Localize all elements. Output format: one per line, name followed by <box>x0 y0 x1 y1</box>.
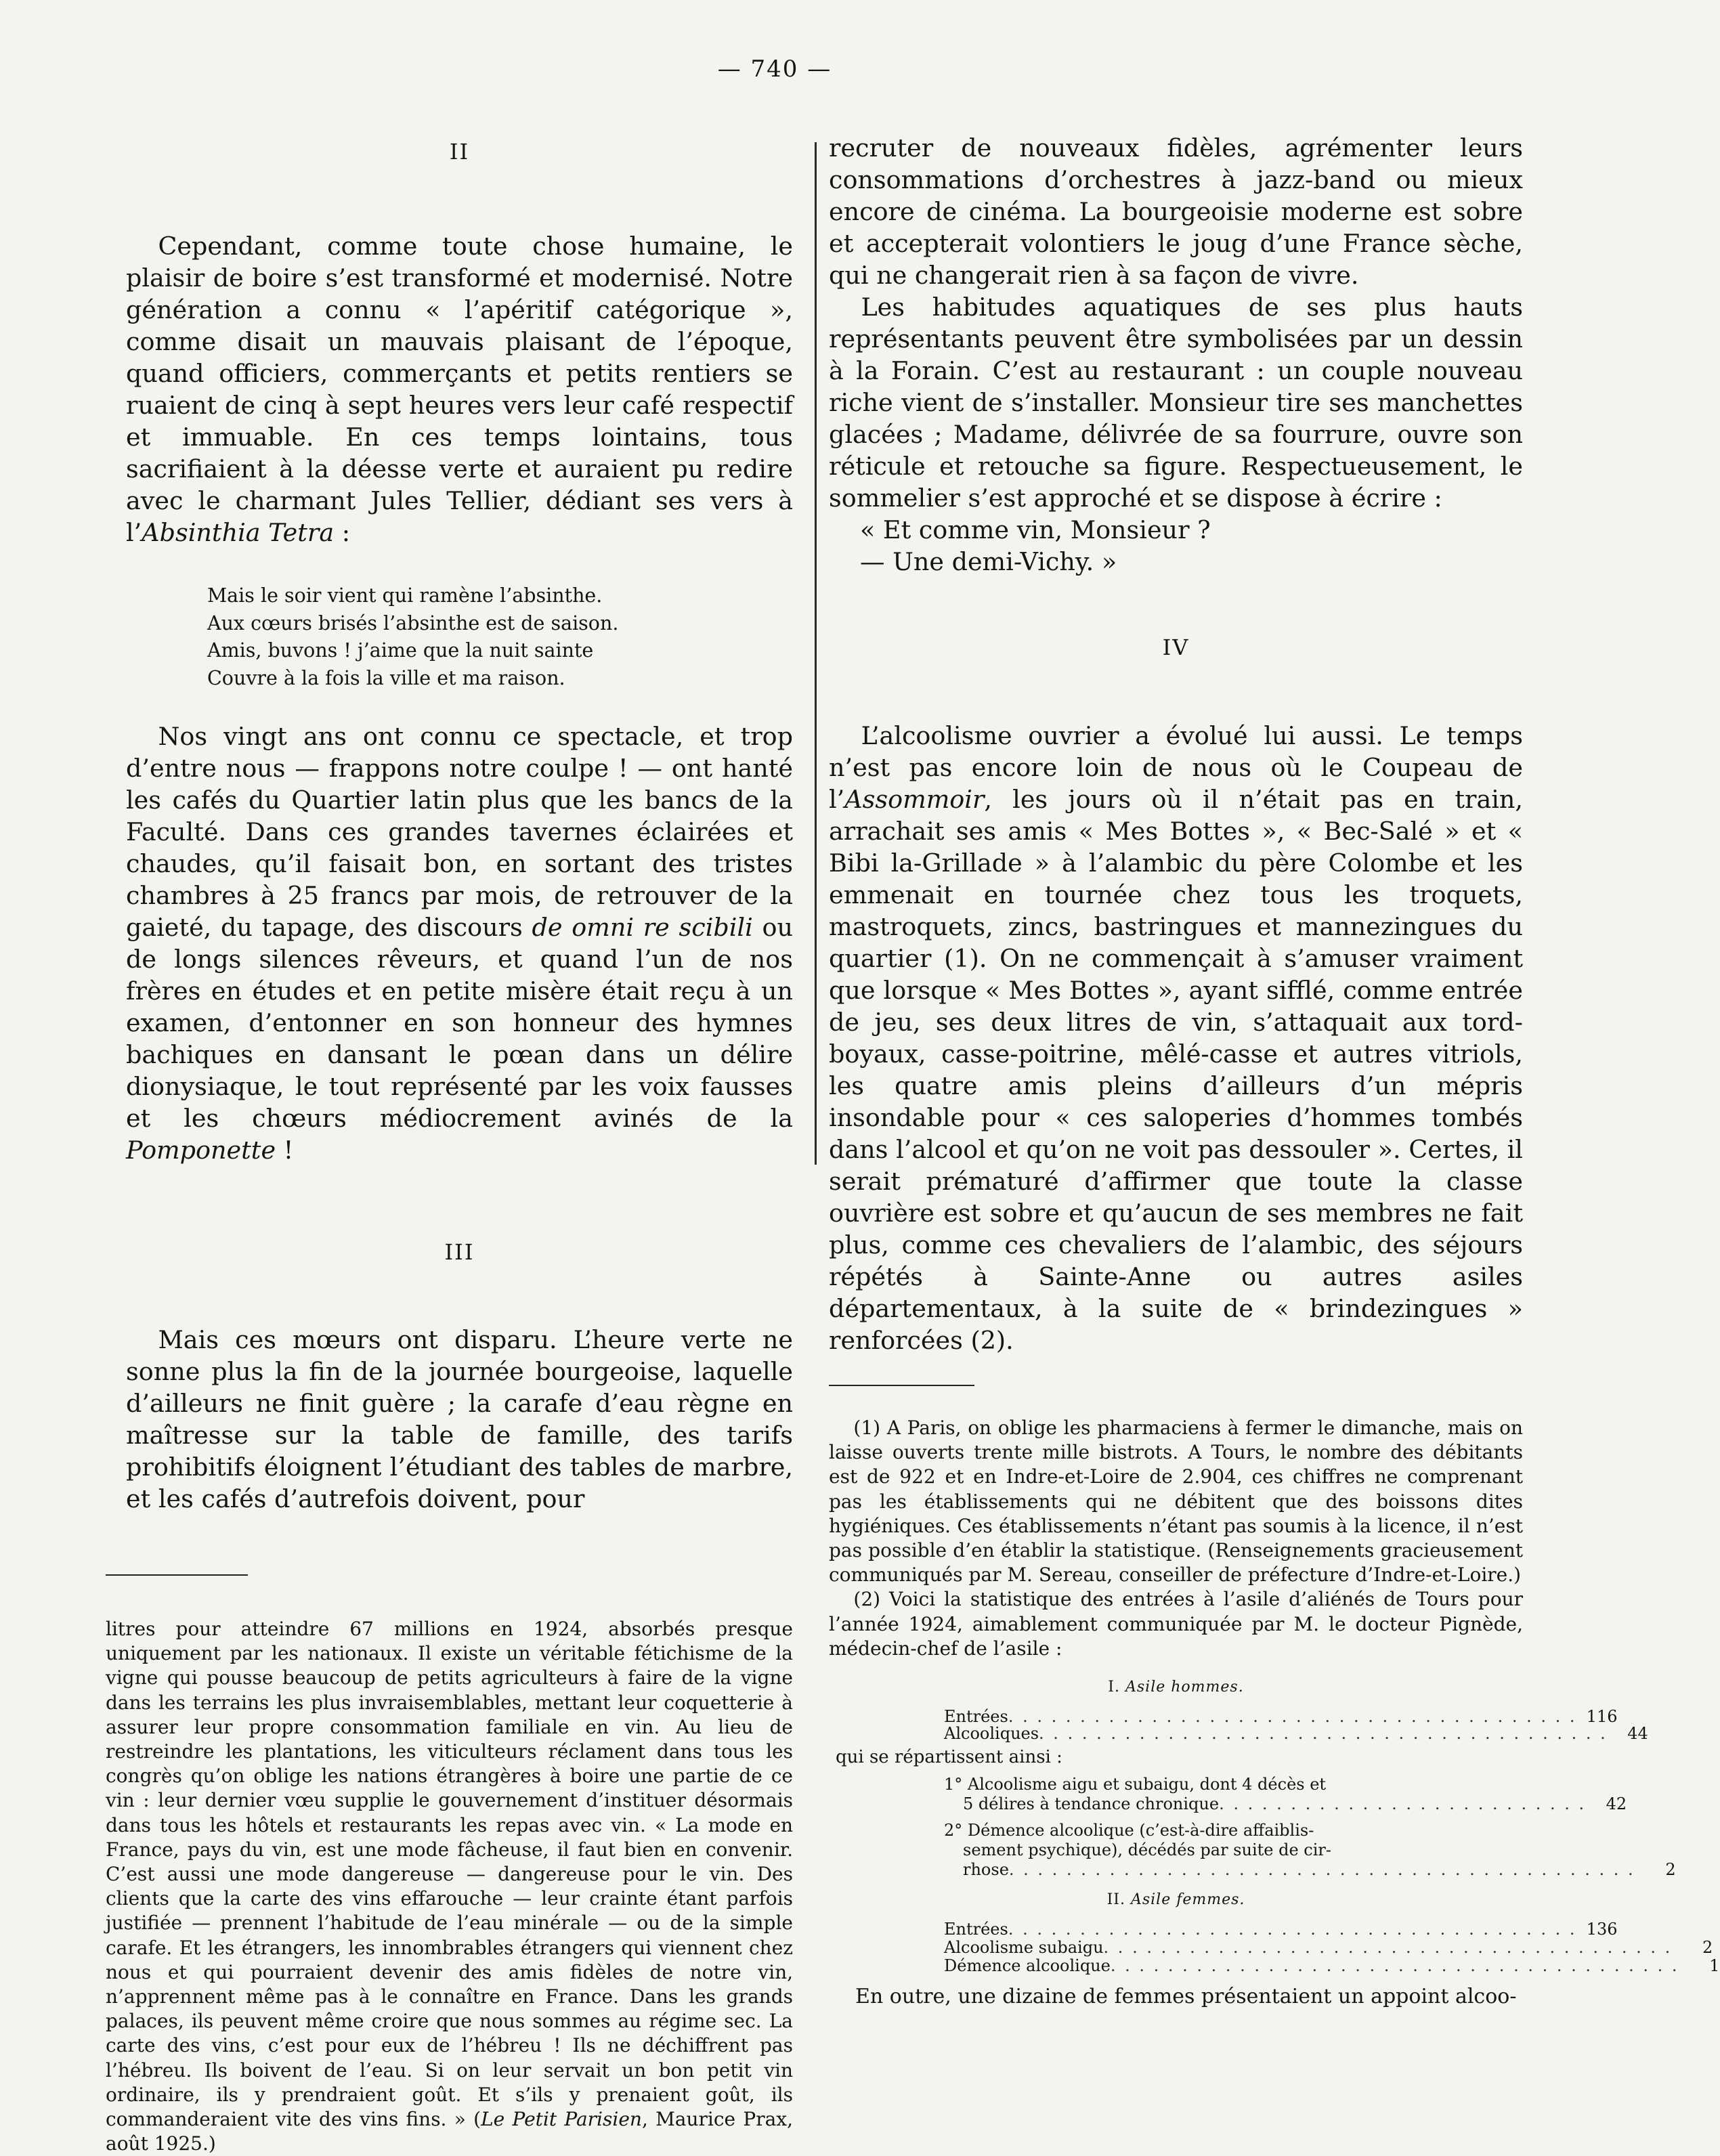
stats-row: Démence alcoolique . . . . . . . . . . . . . . . . . . . . . . . . . . . . . . . . . . . . . . . . 1 <box>944 1956 1720 1976</box>
asylum-statistics <box>829 1679 1720 1978</box>
page-number: — 740 — <box>717 56 832 83</box>
stats-row: Entrées . . . . . . . . . . . . . . . . . . . . . . . . . . . . . . . . . . . . . . . . 136 <box>944 1920 1618 1939</box>
footnote-rule <box>829 1385 974 1386</box>
paragraph-aperitif: Cependant, comme toute chose humaine, le plaisir de boire s’est transformé et modernisé. Notre génération a connu « l’apéritif catégorique », comme disait un mauvais plaisant de l’époque, quand officiers, commerçants et petits rentiers se ruaient de cinq à sept heures vers leur café respectif et immuable. En ces temps lointains, tous sacrifiaient à la déesse verte et auraient pu redire avec le charmant Jules Tellier, dédiant ses vers à l’Absinthia Tetra : <box>126 232 793 547</box>
dialog-line: — Une demi-Vichy. » <box>860 547 1117 576</box>
stats-row: Alcoolisme subaigu . . . . . . . . . . . . . . . . . . . . . . . . . . . . . . . . . . . . . . . . 2 <box>944 1938 1713 1958</box>
poem-line: Amis, buvons ! j’aime que la nuit sainte <box>207 639 594 662</box>
stats-title-men: I. Asile hommes. <box>1108 1679 1244 1696</box>
footnote-final-line: En outre, une dizaine de femmes présentaient un appoint alcoo- <box>855 1985 1517 2009</box>
section-heading-iv: IV <box>1162 634 1190 660</box>
left-column <box>106 139 793 2156</box>
stats-sub-intro: qui se répartissent ainsi : <box>836 1747 1062 1768</box>
stats-title-women: II. Asile femmes. <box>1106 1891 1245 1909</box>
poem-excerpt <box>207 582 793 692</box>
footnote-continuation: litres pour atteindre 67 millions en 1924, absorbés presque uniquement par les nationaux. Il existe un véritable fétichisme de la vigne qui pousse beaucoup de petits agriculteurs à faire de la vigne dans les terrains les plus invraisemblables, mettant leur coquetterie à assurer leur propre consommation familiale en vin. Au lieu de restreindre les plantations, les viticulteurs réclament dans tous les congrès qu’on oblige les nations étrangères à boire une partie de ce vin : leur dernier vœu supplie le gouvernement d’instituer désormais dans tous les hôtels et restaurants les repas avec vin. « La mode en France, pays du vin, est une mode fâcheuse, il faut bien en convenir. C’est aussi une mode dangereuse — dangereuse pour le vin. Des clients que la carte des vins effarouche — leur crainte étant parfois justifiée — prennent l’habitude de l’eau minérale — ou de la simple carafe. Et les étrangers, les innombrables étrangers qui viennent chez nous et qui pourraient devenir des amis fidèles de notre vin, n’apprennent même pas à le connaître en France. Dans les grands palaces, ils peuvent même croire que nous sommes au régime sec. La carte des vins, c’est pour eux de l’hébreu ! Ils ne déchiffrent pas l’hébreu. Ils boivent de l’eau. Si on leur servait un bon petit vin ordinaire, ils y prendraient goût. Et s’ils y prenaient goût, ils commanderaient vite des vins fins. » (Le Petit Parisien, Maurice Prax, août 1925.) <box>106 1618 793 2155</box>
poem-line: Mais le soir vient qui ramène l’absinthe. <box>207 584 603 607</box>
stats-row: Entrées . . . . . . . . . . . . . . . . . . . . . . . . . . . . . . . . . . . . . . . . 116 <box>944 1707 1618 1727</box>
section-heading-iii: III <box>444 1239 475 1265</box>
section-heading-ii: II <box>449 139 470 165</box>
footnote-1: (1) A Paris, on oblige les pharmaciens à fermer le dimanche, mais on laisse ouverts trente mille bistrots. A Tours, le nombre des débitants est de 922 et en Indre-et-Loire de 2.904, ces chiffres ne comprenant pas les établissements qui ne débitent que des boissons dites hygiéniques. Ces établissements n’étant pas soumis à la licence, il n’est pas possible d’en établir la statistique. (Renseignements gracieusement communiqués par M. Sereau, conseiller de préfecture d’Indre-et-Loire.) <box>829 1417 1523 1587</box>
footnote-2: (2) Voici la statistique des entrées à l’asile d’aliénés de Tours pour l’année 1924, aimablement communiquée par M. le docteur Pignède, médecin-chef de l’asile : <box>829 1588 1523 1660</box>
paragraph-moeurs: Mais ces mœurs ont disparu. L’heure verte ne sonne plus la fin de la journée bourgeoise, laquelle d’ailleurs ne finit guère ; la carafe d’eau règne en maîtresse sur la table de famille, des tarifs prohibitifs éloignent l’étudiant des tables de marbre, et les cafés d’autrefois doivent, pour <box>126 1325 793 1513</box>
dialog-line: « Et comme vin, Monsieur ? <box>860 515 1211 544</box>
stats-row: Alcooliques . . . . . . . . . . . . . . . . . . . . . . . . . . . . . . . . . . . . . . . . 44 <box>944 1724 1648 1744</box>
dialog-excerpt <box>860 514 1523 578</box>
stats-item-2: 2° Démence alcoolique (c’est-à-dire affaiblis- sement psychique), décédés par suite de cir- rhose . . . . . . . . . . . . . . . . . . . . . . . . . . . . . . . . . . . . . . . . . . . . 2 <box>944 1821 1676 1880</box>
stats-item-1: 1° Alcoolisme aigu et subaigu, dont 4 décès et 5 délires à tendance chronique . . . . . . . . . . . . . . . . . . . . . . . . . . 42 <box>944 1775 1627 1814</box>
paragraph-alcoolisme-ouvrier: L’alcoolisme ouvrier a évolué lui aussi. Le temps n’est pas encore loin de nous où le Coupeau de l’Assommoir, les jours où il n’était pas en train, arrachait ses amis « Mes Bottes », « Bec-Salé » et « Bibi la-Grillade » à l’alambic du père Colombe et les emmenait en tournée chez tous les troquets, mastroquets, zincs, bastringues et mannezingues du quartier (1). On ne commençait à s’amuser vraiment que lorsque « Mes Bottes », ayant sifflé, comme entrée de jeu, ses deux litres de vin, s’attaquait aux tord-boyaux, casse-poitrine, mêlé-casse et autres vitriols, les quatre amis pleins d’ailleurs d’un mépris insondable pour « ces saloperies d’hommes tombés dans l’alcool et qu’on ne voit pas dessouler ». Certes, il serait prématuré d’affirmer que toute la classe ouvrière est sobre et qu’aucun de ses membres ne fait plus, comme ces chevaliers de l’alambic, des séjours répétés à Sainte-Anne ou autres asiles départementaux, à la suite de « brindezingues » renforcées (2). <box>829 721 1523 1355</box>
paragraph-habitudes-aquatiques: Les habitudes aquatiques de ses plus hauts représentants peuvent être symbolisées par un dessin à la Forain. C’est au restaurant : un couple nouveau riche vient de s’installer. Monsieur tire ses manchettes glacées ; Madame, délivrée de sa fourrure, ouvre son réticule et retouche sa figure. Respectueusement, le sommelier s’est approché et se dispose à écrire : <box>829 293 1523 513</box>
poem-line: Aux cœurs brisés l’absinthe est de saison. <box>207 611 619 634</box>
footnote-rule <box>106 1574 248 1576</box>
paragraph-quartier-latin: Nos vingt ans ont connu ce spectacle, et trop d’entre nous — frappons notre coulpe ! — ont hanté les cafés du Quartier latin plus que les bancs de la Faculté. Dans ces grandes tavernes éclairées et chaudes, qu’il faisait bon, en sortant des tristes chambres à 25 francs par mois, de retrouver de la gaieté, du tapage, des discours de omni re scibili ou de longs silences rêveurs, et quand l’un de nos frères en études et en petite misère était reçu à un examen, d’entonner en son honneur des hymnes bachiques en dansant le pœan dans un délire dionysiaque, le tout représenté par les voix fausses et les chœurs médiocrement avinés de la Pomponette ! <box>126 722 793 1165</box>
column-divider <box>815 142 817 1165</box>
poem-line: Couvre à la fois la ville et ma raison. <box>207 666 565 689</box>
paragraph-recruter: recruter de nouveaux fidèles, agrémenter leurs consommations d’orchestres à jazz-band ou mieux encore de cinéma. La bourgeoisie moderne est sobre et accepterait volontiers le joug d’une France sèche, qui ne changerait rien à sa façon de vivre. <box>829 133 1523 290</box>
right-column <box>829 132 1720 2010</box>
